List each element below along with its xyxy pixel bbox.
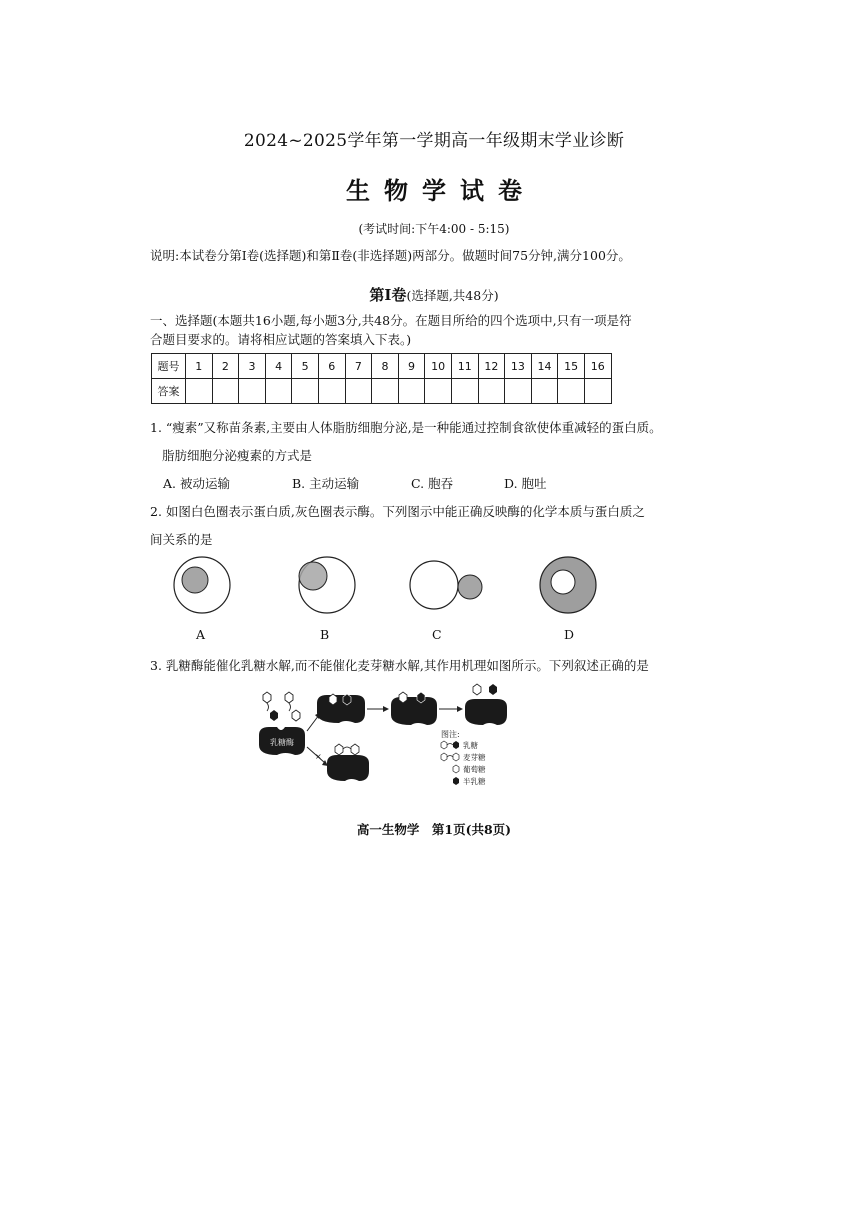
page-footer: 高一生物学 第1页(共8页) (356, 822, 512, 837)
q2-label-a: A (196, 627, 206, 642)
q1-option-c[interactable]: C. 胞吞 (411, 476, 454, 491)
answer-cell[interactable] (372, 379, 399, 404)
instructions-line-2: 合题目要求的。请将相应试题的答案填入下表。) (150, 332, 412, 347)
q1-stem-line-2: 脂肪细胞分泌瘦素的方式是 (162, 448, 313, 463)
part-heading-sub: (选择题,共48分) (406, 288, 499, 303)
legend-title: 图注: (441, 730, 460, 739)
protein-circle (410, 561, 458, 609)
answer-cell[interactable] (425, 379, 452, 404)
question-number-cell: 5 (292, 354, 319, 379)
enzyme-substrate-complex (317, 694, 365, 723)
q2-stem-line-2: 间关系的是 (150, 532, 213, 547)
legend-galactose: 半乳糖 (463, 777, 486, 786)
answer-cell[interactable] (451, 379, 478, 404)
question-number-cell: 13 (505, 354, 532, 379)
free-lactase-enzyme (259, 727, 305, 755)
legend-maltose: 麦芽糖 (463, 753, 486, 762)
answer-cell[interactable] (212, 379, 239, 404)
row-header-answer: 答案 (152, 379, 186, 404)
q2-option-b-diagram[interactable] (299, 557, 355, 613)
q2-stem-line-1: 2. 如图白色圈表示蛋白质,灰色圈表示酶。下列图示中能正确反映酶的化学本质与蛋白质之 (150, 504, 645, 519)
exam-title: 生物学试卷 (346, 176, 536, 205)
answer-cell[interactable] (398, 379, 425, 404)
q2-option-a-diagram[interactable] (174, 557, 230, 613)
exam-note: 说明:本试卷分第Ⅰ卷(选择题)和第Ⅱ卷(非选择题)两部分。做题时间75分钟,满分100分。 (150, 248, 631, 263)
answer-cell[interactable] (318, 379, 345, 404)
question-number-cell: 1 (186, 354, 213, 379)
answer-table-answer-row (152, 379, 612, 404)
answer-cell[interactable] (478, 379, 505, 404)
exam-time: (考试时间:下午4:00 - 5:15) (358, 222, 510, 236)
question-number-cell: 15 (558, 354, 585, 379)
answer-cell[interactable] (505, 379, 532, 404)
answer-table-number-row (152, 354, 612, 379)
exam-header: 2024~2025学年第一学期高一年级期末学业诊断 (243, 131, 625, 151)
arrow-to-bound (307, 715, 319, 731)
enzyme-label: 乳糖酶 (270, 738, 294, 747)
enzyme-circle (299, 562, 327, 590)
answer-cell[interactable] (345, 379, 372, 404)
q1-stem-line-1: 1. “瘦素”又称苗条素,主要由人体脂肪细胞分泌,是一种能通过控制食欲使体重减轻的蛋白质。 (150, 420, 662, 435)
row-header-number: 题号 (152, 354, 186, 379)
question-number-cell: 6 (318, 354, 345, 379)
q1-option-a[interactable]: A. 被动运输 (163, 476, 230, 491)
q2-option-c-diagram[interactable] (410, 561, 482, 609)
question-number-cell: 14 (531, 354, 558, 379)
answer-cell[interactable] (186, 379, 213, 404)
answer-cell[interactable] (558, 379, 585, 404)
question-number-cell: 10 (425, 354, 452, 379)
answer-table (151, 353, 612, 404)
released-enzyme-products (465, 684, 507, 725)
question-number-cell: 2 (212, 354, 239, 379)
q2-option-d-diagram[interactable] (540, 557, 596, 613)
enzyme-circle (182, 567, 208, 593)
question-number-cell: 8 (372, 354, 399, 379)
enzyme-product-complex (391, 692, 437, 725)
answer-cell[interactable] (531, 379, 558, 404)
q1-option-d[interactable]: D. 胞吐 (504, 476, 547, 491)
maltose-molecule (285, 692, 300, 721)
q1-option-b[interactable]: B. 主动运输 (292, 476, 360, 491)
question-number-cell: 12 (478, 354, 505, 379)
q2-label-c: C (432, 627, 442, 642)
part-heading (0, 284, 868, 305)
question-number-cell: 7 (345, 354, 372, 379)
q2-label-b: B (320, 627, 330, 642)
answer-cell[interactable] (239, 379, 266, 404)
question-number-cell: 4 (265, 354, 292, 379)
answer-cell[interactable] (584, 379, 611, 404)
question-number-cell: 3 (239, 354, 266, 379)
blocked-mark: × (315, 752, 322, 761)
answer-cell[interactable] (292, 379, 319, 404)
lactose-molecule (263, 692, 278, 721)
q3-mechanism-diagram (255, 683, 520, 795)
answer-cell[interactable] (265, 379, 292, 404)
part-heading-main: 第Ⅰ卷 (369, 286, 407, 304)
legend-glucose: 葡萄糖 (463, 765, 486, 774)
enzyme-with-maltose (327, 744, 369, 781)
question-number-cell: 11 (451, 354, 478, 379)
protein-circle (551, 570, 575, 594)
legend-lactose: 乳糖 (463, 741, 478, 750)
question-number-cell: 9 (398, 354, 425, 379)
q2-label-d: D (564, 627, 575, 642)
instructions-line-1: 一、选择题(本题共16小题,每小题3分,共48分。在题目所给的四个选项中,只有一项是符 (150, 313, 632, 328)
question-number-cell: 16 (584, 354, 611, 379)
q2-venn-diagrams (150, 550, 630, 625)
enzyme-circle (458, 575, 482, 599)
q3-stem-line-1: 3. 乳糖酶能催化乳糖水解,而不能催化麦芽糖水解,其作用机理如图所示。下列叙述正确的是 (150, 658, 649, 673)
legend (441, 729, 486, 786)
